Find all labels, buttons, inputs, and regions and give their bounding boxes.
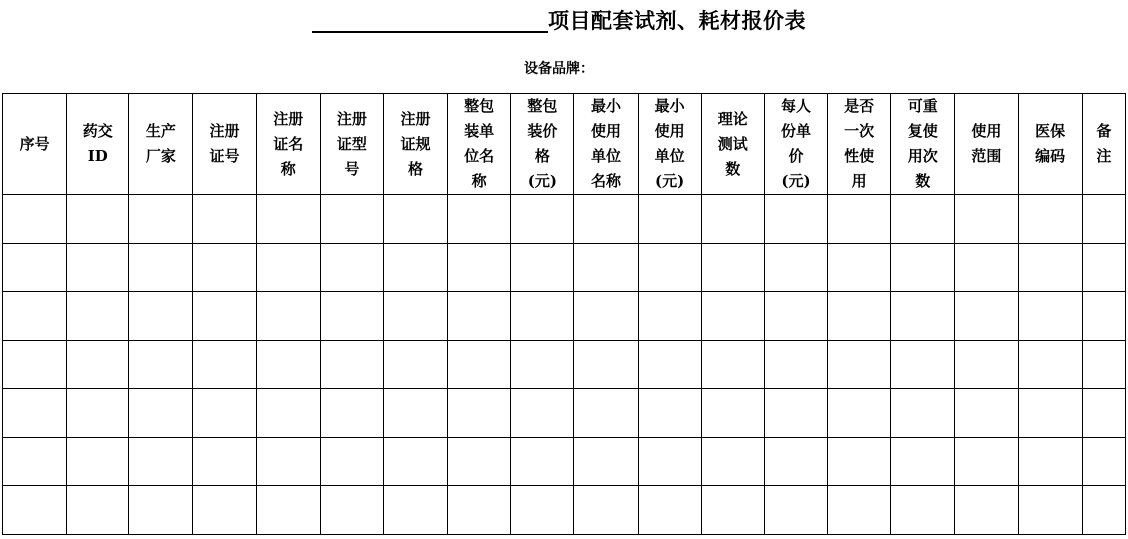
table-cell[interactable] <box>764 243 827 292</box>
table-cell[interactable] <box>3 437 67 486</box>
column-header-text: 数 <box>725 159 741 178</box>
table-cell[interactable] <box>3 389 67 438</box>
table-cell[interactable] <box>638 243 701 292</box>
table-cell[interactable] <box>891 389 955 438</box>
table-cell[interactable] <box>448 389 511 438</box>
column-header-text: 药交 <box>82 122 113 140</box>
column-header-text: 数 <box>915 172 931 190</box>
table-body <box>3 195 1126 535</box>
table-cell[interactable] <box>955 195 1018 244</box>
column-header-text: 可重 <box>907 97 938 115</box>
table-cell[interactable] <box>67 195 129 244</box>
table-cell[interactable] <box>256 292 320 341</box>
column-header-text: 单位 <box>590 147 621 165</box>
column-header-3 <box>193 94 256 195</box>
table-cell[interactable] <box>638 195 701 244</box>
table-cell[interactable] <box>320 243 383 292</box>
table-cell[interactable] <box>828 389 891 438</box>
table-cell[interactable] <box>891 340 955 389</box>
column-header-text: 是否 <box>844 97 875 115</box>
table-cell[interactable] <box>129 243 193 292</box>
table-cell[interactable] <box>383 389 447 438</box>
column-header-text: (元) <box>527 172 557 190</box>
column-header-14 <box>891 94 955 195</box>
column-header-text: 注册 <box>209 122 240 140</box>
column-header-17 <box>1082 94 1125 195</box>
table-cell[interactable] <box>448 195 511 244</box>
table-cell[interactable] <box>383 292 447 341</box>
table-cell[interactable] <box>448 243 511 292</box>
column-header-text: 复使 <box>907 122 938 140</box>
table-cell[interactable] <box>511 292 574 341</box>
table-cell[interactable] <box>1082 195 1125 244</box>
column-header-text: 证规 <box>400 134 431 153</box>
column-header-text: 整包 <box>464 97 495 115</box>
table-cell[interactable] <box>383 340 447 389</box>
table-cell[interactable] <box>383 486 447 535</box>
column-header-text: 称 <box>280 159 296 178</box>
column-header-text: 注 <box>1096 147 1112 165</box>
column-header-text: 号 <box>344 159 360 178</box>
table-cell[interactable] <box>3 340 67 389</box>
table-row <box>3 292 1126 341</box>
table-cell[interactable] <box>764 340 827 389</box>
table-cell[interactable] <box>67 486 129 535</box>
table-cell[interactable] <box>129 437 193 486</box>
table-cell[interactable] <box>828 243 891 292</box>
column-header-text: 格 <box>534 147 550 165</box>
table-cell[interactable] <box>67 340 129 389</box>
column-header-9 <box>574 94 638 195</box>
column-header-text: 性使 <box>844 147 875 165</box>
quote-table <box>2 93 1126 535</box>
table-row <box>3 389 1126 438</box>
table-cell[interactable] <box>67 389 129 438</box>
column-header-text: 生产 <box>145 122 176 140</box>
table-cell[interactable] <box>574 437 638 486</box>
table-cell[interactable] <box>67 437 129 486</box>
table-cell[interactable] <box>1082 389 1125 438</box>
table-cell[interactable] <box>764 486 827 535</box>
table-cell[interactable] <box>891 437 955 486</box>
table-cell[interactable] <box>256 195 320 244</box>
table-cell[interactable] <box>320 292 383 341</box>
table-cell[interactable] <box>383 195 447 244</box>
column-header-8 <box>511 94 574 195</box>
table-row <box>3 486 1126 535</box>
table-cell[interactable] <box>256 486 320 535</box>
table-row <box>3 340 1126 389</box>
table-cell[interactable] <box>129 195 193 244</box>
table-cell[interactable] <box>764 389 827 438</box>
table-cell[interactable] <box>3 195 67 244</box>
table-cell[interactable] <box>638 437 701 486</box>
table-cell[interactable] <box>129 389 193 438</box>
column-header-text: 整包 <box>527 97 558 115</box>
table-cell[interactable] <box>448 437 511 486</box>
table-cell[interactable] <box>701 195 764 244</box>
column-header-10 <box>638 94 701 195</box>
table-cell[interactable] <box>638 340 701 389</box>
table-cell[interactable] <box>955 340 1018 389</box>
column-header-text: 编码 <box>1035 147 1066 165</box>
table-cell[interactable] <box>383 243 447 292</box>
table-cell[interactable] <box>574 340 638 389</box>
table-cell[interactable] <box>701 389 764 438</box>
table-cell[interactable] <box>1018 340 1082 389</box>
column-header-text: 备 <box>1096 122 1112 140</box>
table-cell[interactable] <box>574 195 638 244</box>
table-cell[interactable] <box>574 486 638 535</box>
column-header-text: 使用 <box>654 122 685 140</box>
table-cell[interactable] <box>955 389 1018 438</box>
table-cell[interactable] <box>1018 437 1082 486</box>
table-cell[interactable] <box>828 292 891 341</box>
column-header-16 <box>1018 94 1082 195</box>
table-cell[interactable] <box>955 292 1018 341</box>
table-cell[interactable] <box>891 195 955 244</box>
column-header-text: 单位 <box>654 147 685 165</box>
table-cell[interactable] <box>3 486 67 535</box>
table-cell[interactable] <box>511 437 574 486</box>
column-header-text: 注册 <box>400 109 431 128</box>
table-cell[interactable] <box>891 486 955 535</box>
table-cell[interactable] <box>256 340 320 389</box>
column-header-text: 一次 <box>844 122 875 140</box>
column-header-text: 序号 <box>19 134 50 153</box>
table-cell[interactable] <box>3 292 67 341</box>
column-header-11 <box>701 94 764 195</box>
table-cell[interactable] <box>193 437 256 486</box>
column-header-text: (元) <box>781 172 811 190</box>
column-header-text: 使用 <box>590 122 621 140</box>
table-cell[interactable] <box>129 292 193 341</box>
table-cell[interactable] <box>891 292 955 341</box>
table-cell[interactable] <box>511 195 574 244</box>
table-cell[interactable] <box>511 243 574 292</box>
table-cell[interactable] <box>828 437 891 486</box>
table-cell[interactable] <box>764 195 827 244</box>
table-cell[interactable] <box>638 389 701 438</box>
table-cell[interactable] <box>891 243 955 292</box>
column-header-text: 理论 <box>717 109 748 128</box>
table-cell[interactable] <box>1082 437 1125 486</box>
table-cell[interactable] <box>320 486 383 535</box>
column-header-text: 范围 <box>971 147 1002 165</box>
table-cell[interactable] <box>701 292 764 341</box>
table-cell[interactable] <box>955 437 1018 486</box>
column-header-text: 装单 <box>464 122 495 140</box>
column-header-text: 测试 <box>717 134 748 153</box>
table-cell[interactable] <box>701 340 764 389</box>
table-cell[interactable] <box>828 340 891 389</box>
table-cell[interactable] <box>1082 243 1125 292</box>
table-cell[interactable] <box>574 292 638 341</box>
column-header-12 <box>764 94 827 195</box>
table-cell[interactable] <box>193 243 256 292</box>
column-header-text: 用 <box>851 172 867 190</box>
table-cell[interactable] <box>67 292 129 341</box>
table-cell[interactable] <box>193 340 256 389</box>
table-cell[interactable] <box>320 437 383 486</box>
table-cell[interactable] <box>448 340 511 389</box>
column-header-text: 厂家 <box>145 147 176 165</box>
table-cell[interactable] <box>193 292 256 341</box>
table-header-row <box>3 94 1126 195</box>
column-header-text: 证名 <box>273 134 304 153</box>
table-cell[interactable] <box>320 340 383 389</box>
column-header-text: 证型 <box>336 134 367 153</box>
table-cell[interactable] <box>574 389 638 438</box>
table-cell[interactable] <box>511 340 574 389</box>
table-cell[interactable] <box>1082 486 1125 535</box>
column-header-5 <box>320 94 383 195</box>
column-header-text: 最小 <box>590 97 621 115</box>
table-cell[interactable] <box>448 486 511 535</box>
table-cell[interactable] <box>828 195 891 244</box>
column-header-1 <box>67 94 129 195</box>
table-cell[interactable] <box>256 389 320 438</box>
table-cell[interactable] <box>1018 243 1082 292</box>
table-row <box>3 243 1126 292</box>
table-cell[interactable] <box>1018 195 1082 244</box>
title-blank-underline[interactable] <box>312 31 548 33</box>
column-header-text: 价 <box>788 147 804 165</box>
column-header-text: 最小 <box>654 97 685 115</box>
table-row <box>3 437 1126 486</box>
column-header-text: 使用 <box>971 122 1002 140</box>
table-cell[interactable] <box>193 195 256 244</box>
column-header-4 <box>256 94 320 195</box>
column-header-text: 位名 <box>464 147 495 165</box>
table-cell[interactable] <box>448 292 511 341</box>
table-row <box>3 195 1126 244</box>
table-cell[interactable] <box>1082 292 1125 341</box>
table-cell[interactable] <box>701 243 764 292</box>
table-cell[interactable] <box>193 486 256 535</box>
column-header-2 <box>129 94 193 195</box>
table-cell[interactable] <box>638 292 701 341</box>
table-cell[interactable] <box>383 437 447 486</box>
column-header-text: 用次 <box>907 147 938 165</box>
table-cell[interactable] <box>1018 486 1082 535</box>
column-header-text: 装价 <box>527 122 558 140</box>
table-cell[interactable] <box>955 486 1018 535</box>
equipment-brand-label: 设备品牌： <box>524 61 594 77</box>
table-cell[interactable] <box>764 292 827 341</box>
table-cell[interactable] <box>67 243 129 292</box>
column-header-0 <box>3 94 67 195</box>
table-cell[interactable] <box>701 486 764 535</box>
column-header-text: 注册 <box>336 109 367 128</box>
column-header-text: 格 <box>408 159 424 178</box>
table-cell[interactable] <box>828 486 891 535</box>
column-header-6 <box>383 94 447 195</box>
column-header-text: 注册 <box>273 109 304 128</box>
table-cell[interactable] <box>1018 389 1082 438</box>
table-cell[interactable] <box>701 437 764 486</box>
column-header-text: ID <box>87 147 108 165</box>
column-header-15 <box>955 94 1018 195</box>
page-title: 项目配套试剂、耗材报价表 <box>548 8 806 33</box>
table-cell[interactable] <box>1018 292 1082 341</box>
table-cell[interactable] <box>638 486 701 535</box>
table-cell[interactable] <box>511 389 574 438</box>
table-cell[interactable] <box>3 243 67 292</box>
column-header-13 <box>828 94 891 195</box>
table-cell[interactable] <box>129 340 193 389</box>
table-cell[interactable] <box>320 195 383 244</box>
column-header-text: 医保 <box>1035 122 1066 140</box>
table-cell[interactable] <box>955 243 1018 292</box>
column-header-text: 份单 <box>780 122 811 140</box>
table-cell[interactable] <box>256 243 320 292</box>
table-cell[interactable] <box>1082 340 1125 389</box>
table-cell[interactable] <box>256 437 320 486</box>
table-cell[interactable] <box>129 486 193 535</box>
column-header-text: (元) <box>655 172 685 190</box>
column-header-text: 称 <box>471 172 487 190</box>
column-header-text: 证号 <box>209 147 240 165</box>
table-cell[interactable] <box>764 437 827 486</box>
table-cell[interactable] <box>574 243 638 292</box>
table-cell[interactable] <box>320 389 383 438</box>
column-header-text: 名称 <box>590 172 621 190</box>
table-cell[interactable] <box>193 389 256 438</box>
column-header-text: 每人 <box>780 97 811 115</box>
table-cell[interactable] <box>511 486 574 535</box>
column-header-7 <box>448 94 511 195</box>
